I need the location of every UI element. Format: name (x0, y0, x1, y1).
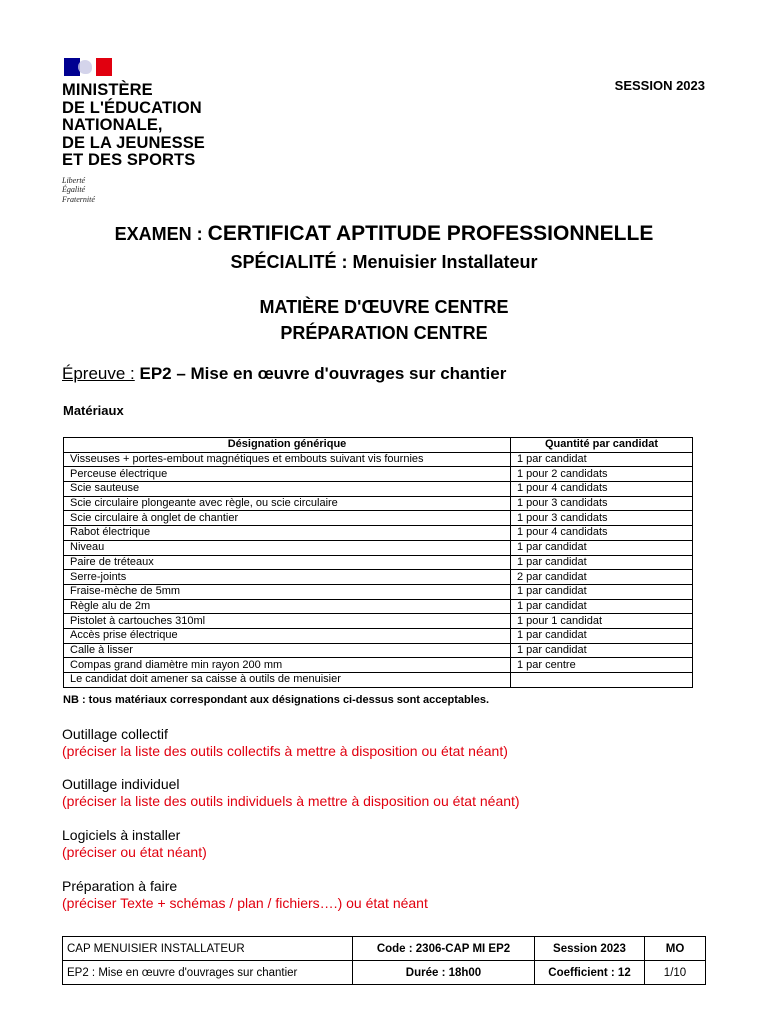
exam-title (0, 222, 768, 246)
quantity-cell: 1 par candidat (511, 540, 693, 555)
footer-exam-name: CAP MENUISIER INSTALLATEUR (63, 937, 353, 961)
materials-note: NB : tous matériaux correspondant aux désignations ci-dessus sont acceptables. (63, 694, 490, 706)
designation-cell: Scie circulaire plongeante avec règle, ou scie circulaire (64, 496, 511, 511)
designation-cell: Règle alu de 2m (64, 599, 511, 614)
table-row (64, 511, 693, 526)
quantity-cell: 2 par candidat (511, 570, 693, 585)
quantity-cell: 1 par candidat (511, 452, 693, 467)
footer-table (62, 936, 706, 985)
section-note: (préciser Texte + schémas / plan / fichiers….) ou état néant (62, 895, 428, 911)
table-row (64, 482, 693, 497)
table-row (64, 643, 693, 658)
section-logiciels (62, 827, 207, 861)
table-row (64, 673, 693, 688)
section-preparation (62, 878, 428, 912)
ministry-line: DE L'ÉDUCATION (62, 98, 202, 117)
designation-cell: Scie circulaire à onglet de chantier (64, 511, 511, 526)
ministry-line: MINISTÈRE (62, 81, 153, 99)
section-title: Logiciels à installer (62, 827, 181, 843)
designation-cell: Scie sauteuse (64, 482, 511, 497)
designation-cell: Visseuses + portes-embout magnétiques et embouts suivant vis fournies (64, 452, 511, 467)
materiaux-heading: Matériaux (63, 403, 124, 418)
table-row (64, 540, 693, 555)
quantity-cell: 1 par centre (511, 658, 693, 673)
matiere-line: PRÉPARATION CENTRE (280, 323, 488, 343)
motto-line: Égalité (62, 185, 86, 194)
quantity-cell: 1 par candidat (511, 643, 693, 658)
epreuve-title: EP2 – Mise en œuvre d'ouvrages sur chantier (134, 364, 507, 383)
quantity-cell: 1 pour 4 candidats (511, 482, 693, 497)
republic-motto (62, 176, 232, 205)
quantity-cell: 1 pour 3 candidats (511, 496, 693, 511)
table-row (64, 467, 693, 482)
footer-session: Session 2023 (535, 937, 645, 961)
epreuve-heading (62, 364, 506, 384)
designation-cell: Perceuse électrique (64, 467, 511, 482)
quantity-cell: 1 par candidat (511, 599, 693, 614)
designation-cell: Pistolet à cartouches 310ml (64, 614, 511, 629)
table-row (64, 599, 693, 614)
section-note: (préciser la liste des outils individuels à mettre à disposition ou état néant) (62, 793, 520, 809)
epreuve-label: Épreuve : (62, 364, 135, 383)
footer-code: Code : 2306-CAP MI EP2 (353, 937, 535, 961)
designation-cell: Compas grand diamètre min rayon 200 mm (64, 658, 511, 673)
exam-label: EXAMEN : (114, 224, 208, 244)
footer-page: 1/10 (645, 961, 706, 985)
designation-cell: Le candidat doit amener sa caisse à outils de menuisier (64, 673, 511, 688)
section-note: (préciser la liste des outils collectifs à mettre à disposition ou état néant) (62, 743, 508, 759)
ministry-line: DE LA JEUNESSE (62, 133, 205, 152)
section-title: Outillage individuel (62, 776, 180, 792)
footer-duree: Durée : 18h00 (353, 961, 535, 985)
footer-coefficient: Coefficient : 12 (535, 961, 645, 985)
motto-line: Fraternité (62, 194, 95, 204)
table-row (64, 526, 693, 541)
designation-cell: Fraise-mèche de 5mm (64, 584, 511, 599)
session-label: SESSION 2023 (614, 78, 705, 93)
table-row (64, 584, 693, 599)
motto-line: Liberté (62, 175, 86, 185)
section-title: Outillage collectif (62, 726, 168, 742)
footer-row (63, 961, 706, 985)
matiere-title (0, 294, 768, 346)
designation-cell: Rabot électrique (64, 526, 511, 541)
section-outillage-collectif (62, 726, 508, 760)
republic-flag-icon (64, 58, 112, 76)
designation-cell: Serre-joints (64, 570, 511, 585)
section-title: Préparation à faire (62, 878, 178, 894)
column-header-designation: Désignation générique (64, 438, 511, 453)
table-row (64, 452, 693, 467)
ministry-logo (62, 58, 232, 204)
ministry-line: ET DES SPORTS (62, 151, 196, 169)
table-header-row (64, 438, 693, 453)
speciality-title: SPÉCIALITÉ : Menuisier Installateur (230, 252, 538, 272)
ministry-line: NATIONALE, (62, 116, 163, 134)
designation-cell: Paire de tréteaux (64, 555, 511, 570)
designation-cell: Accès prise électrique (64, 628, 511, 643)
matiere-line: MATIÈRE D'ŒUVRE CENTRE (259, 297, 509, 317)
materials-table (63, 437, 693, 688)
quantity-cell: 1 pour 2 candidats (511, 467, 693, 482)
designation-cell: Calle à lisser (64, 643, 511, 658)
exam-value: CERTIFICAT APTITUDE PROFESSIONNELLE (207, 222, 654, 245)
table-row (64, 496, 693, 511)
quantity-cell: 1 par candidat (511, 628, 693, 643)
table-row (64, 628, 693, 643)
footer-mo: MO (645, 937, 706, 961)
quantity-cell (511, 673, 693, 688)
table-row (64, 658, 693, 673)
column-header-quantity: Quantité par candidat (511, 438, 693, 453)
designation-cell: Niveau (64, 540, 511, 555)
quantity-cell: 1 par candidat (511, 555, 693, 570)
quantity-cell: 1 pour 4 candidats (511, 526, 693, 541)
table-row (64, 555, 693, 570)
table-row (64, 614, 693, 629)
quantity-cell: 1 pour 1 candidat (511, 614, 693, 629)
footer-row (63, 937, 706, 961)
quantity-cell: 1 par candidat (511, 584, 693, 599)
quantity-cell: 1 pour 3 candidats (511, 511, 693, 526)
materials-table-body (64, 452, 693, 687)
section-outillage-individuel (62, 776, 520, 810)
footer-epreuve: EP2 : Mise en œuvre d'ouvrages sur chantier (63, 961, 353, 985)
section-note: (préciser ou état néant) (62, 844, 207, 860)
table-row (64, 570, 693, 585)
ministry-name (62, 82, 232, 170)
